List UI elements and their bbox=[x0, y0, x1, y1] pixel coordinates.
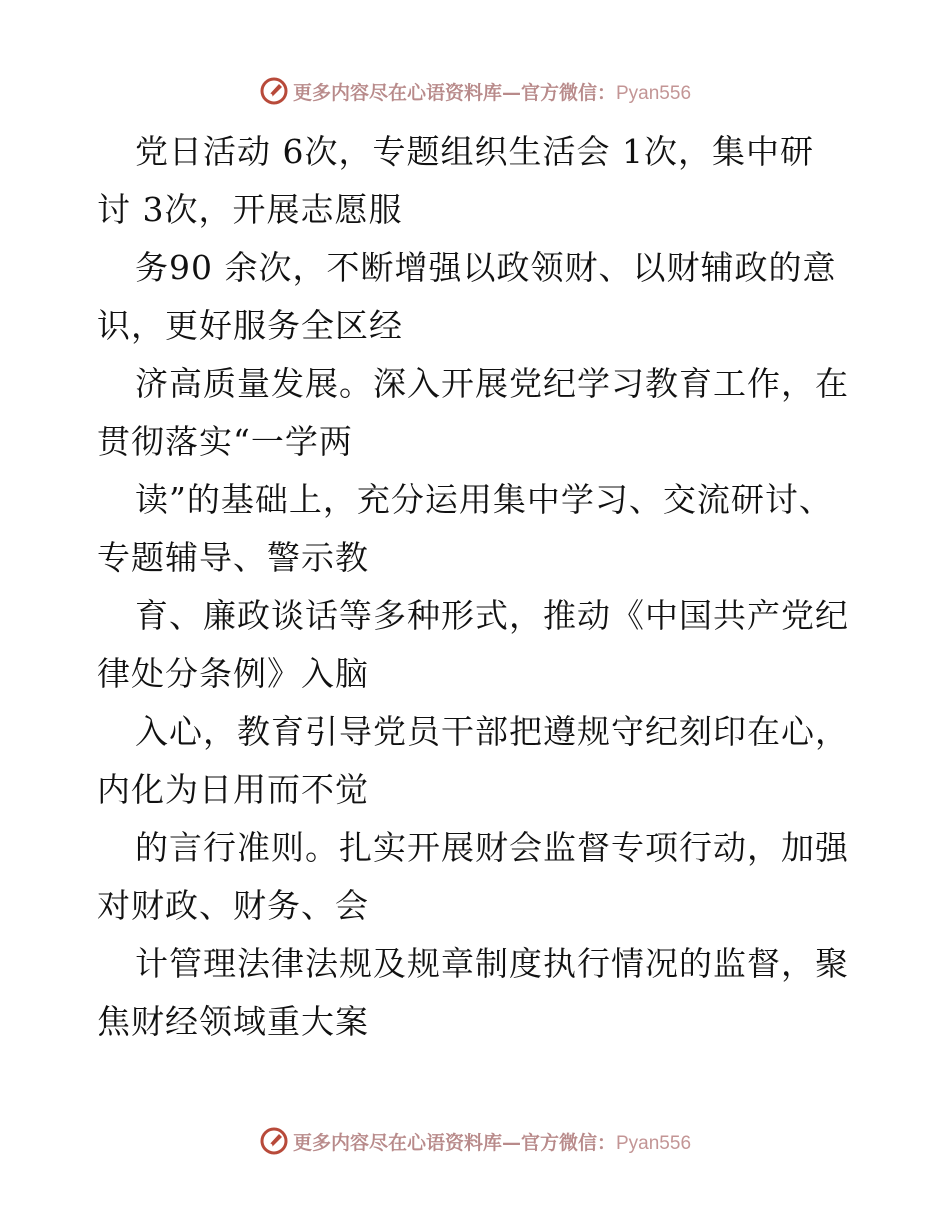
footer-wechat-id: Pyan556 bbox=[616, 1132, 692, 1154]
header-banner bbox=[0, 71, 950, 111]
body-line: 对财政、财务、会 bbox=[97, 886, 369, 925]
seal-logo-icon bbox=[259, 76, 289, 106]
body-line: 律处分条例》入脑 bbox=[97, 654, 369, 693]
body-line: 贯彻落实“一学两 bbox=[97, 422, 353, 461]
body-line: 育、廉政谈话等多种形式，推动《中国共产党纪 bbox=[135, 596, 849, 635]
body-line: 的言行准则。扎实开展财会监督专项行动，加强 bbox=[135, 828, 849, 867]
body-line: 济高质量发展。深入开展党纪学习教育工作，在 bbox=[135, 364, 849, 403]
body-line: 识，更好服务全区经 bbox=[97, 306, 403, 345]
seal-logo-icon bbox=[259, 1126, 289, 1156]
body-line: 入心，教育引导党员干部把遵规守纪刻印在心， bbox=[135, 712, 849, 751]
document-body bbox=[97, 123, 877, 1051]
footer-banner-text bbox=[293, 1128, 691, 1155]
body-line: 计管理法律法规及规章制度执行情况的监督，聚 bbox=[135, 944, 849, 983]
footer-banner bbox=[0, 1121, 950, 1161]
footer-banner-label: 更多内容尽在心语资料库—官方微信： bbox=[292, 1131, 616, 1154]
body-line: 内化为日用而不觉 bbox=[97, 770, 369, 809]
body-line: 讨 3次，开展志愿服 bbox=[97, 190, 403, 229]
header-wechat-id: Pyan556 bbox=[616, 82, 692, 104]
header-banner-label: 更多内容尽在心语资料库—官方微信： bbox=[292, 81, 616, 104]
body-line: 党日活动 6次，专题组织生活会 1次，集中研 bbox=[135, 132, 814, 171]
body-line: 专题辅导、警示教 bbox=[97, 538, 369, 577]
body-line: 务90 余次，不断增强以政领财、以财辅政的意 bbox=[135, 248, 837, 287]
body-line: 读”的基础上，充分运用集中学习、交流研讨、 bbox=[135, 480, 833, 519]
header-banner-text bbox=[293, 78, 691, 105]
body-line: 焦财经领域重大案 bbox=[97, 1002, 369, 1041]
